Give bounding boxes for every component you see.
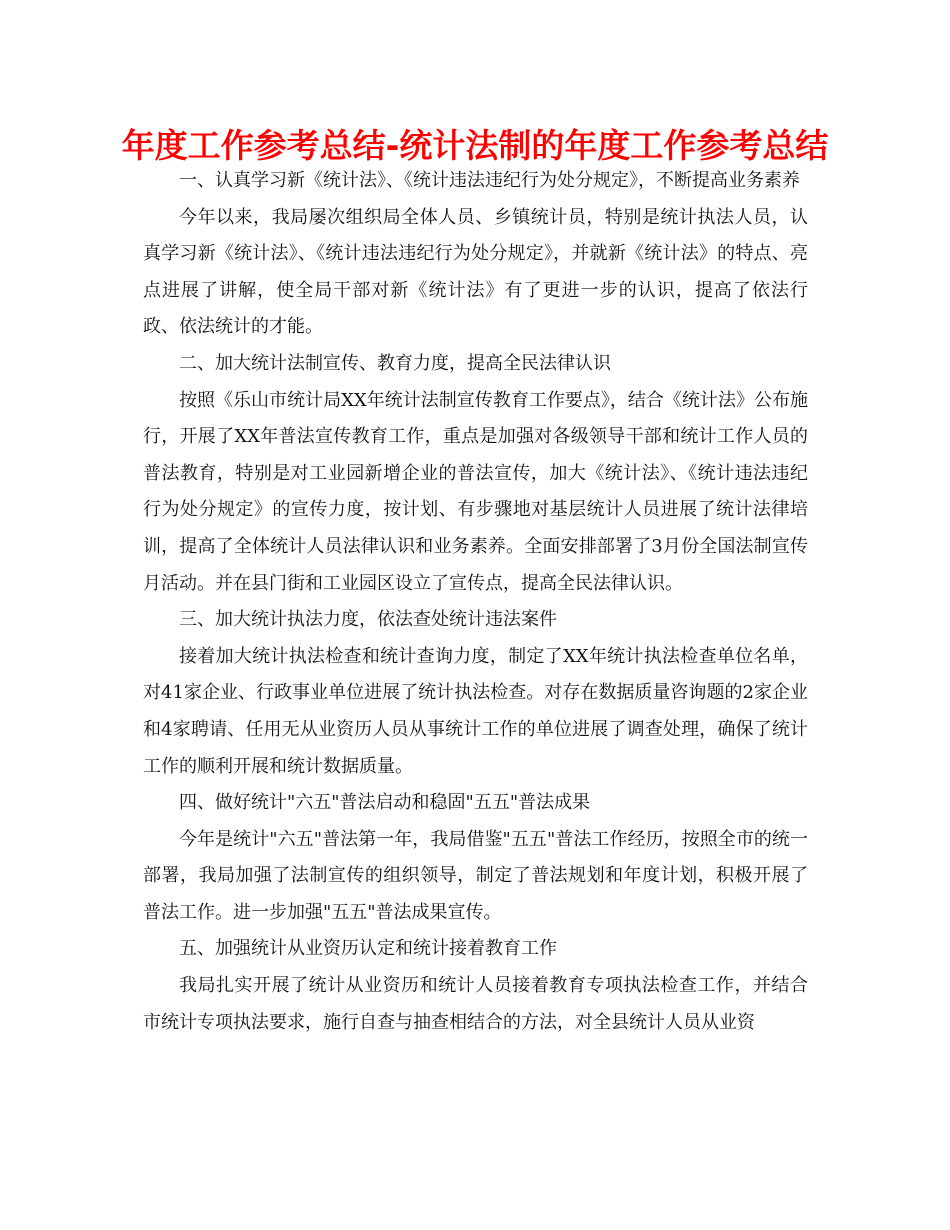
heading-2: 二、加大统计法制宣传、教育力度，提高全民法律认识 xyxy=(179,352,611,374)
document-body xyxy=(143,163,808,1041)
heading-5: 五、加强统计从业资历认定和统计接着教育工作 xyxy=(179,938,557,960)
paragraph-2: 按照《乐山市统计局XX年统计法制宣传教育工作要点》，结合《统计法》公布施行，开展了XX年普法宣传教育工作，重点是加强对各级领导干部和统计工作人员的普法教育，特别是对工业园新增企业的普法宣传，加大《统计法》、《统计违法违纪行为处分规定》的宣传力度，按计划、有步骤地对基层统计人员进展了统计法律培训，提高了全体统计人员法律认识和业务素养。全面安排部署了3月份全国法制宣传月活动。并在县门街和工业园区设立了宣传点，提高全民法律认识。 xyxy=(143,389,808,594)
heading-4: 四、做好统计"六五"普法启动和稳固"五五"普法成果 xyxy=(179,792,591,814)
paragraph-5: 我局扎实开展了统计从业资历和统计人员接着教育专项执法检查工作，并结合市统计专项执法要求，施行自查与抽查相结合的方法，对全县统计人员从业资 xyxy=(143,975,808,1033)
paragraph-1: 今年以来，我局屡次组织局全体人员、乡镇统计员，特别是统计执法人员，认真学习新《统计法》、《统计违法违纪行为处分规定》，并就新《统计法》的特点、亮点进展了讲解，使全局干部对新《统计法》有了更进一步的认识，提高了依法行政、依法统计的才能。 xyxy=(143,206,808,338)
document-title: 年度工作参考总结-统计法制的年度工作参考总结 xyxy=(121,126,829,165)
paragraph-4: 今年是统计"六五"普法第一年，我局借鉴"五五"普法工作经历，按照全市的统一部署，我局加强了法制宣传的组织领导，制定了普法规划和年度计划，积极开展了普法工作。进一步加强"五五"普法成果宣传。 xyxy=(143,828,808,923)
heading-1: 一、认真学习新《统计法》、《统计违法违纪行为处分规定》，不断提高业务素养 xyxy=(179,170,800,191)
paragraph-3: 接着加大统计执法检查和统计查询力度，制定了XX年统计执法检查单位名单，对41家企业、行政事业单位进展了统计执法检查。对存在数据质量咨询题的2家企业和4家聘请、任用无从业资历人员从事统计工作的单位进展了调查处理，确保了统计工作的顺利开展和统计数据质量。 xyxy=(143,645,808,777)
heading-3: 三、加大统计执法力度，依法查处统计违法案件 xyxy=(179,609,557,631)
